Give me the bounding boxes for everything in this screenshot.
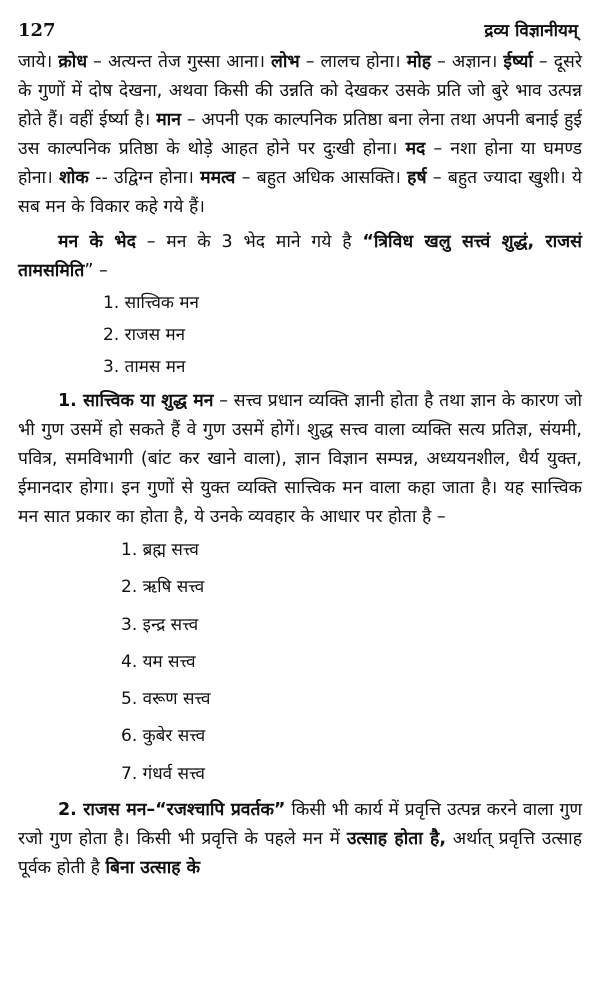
term-moh: मोह [406, 52, 432, 72]
term-man-bhed: मन के भेद [58, 232, 136, 252]
definition-irshya: – दूसरे के गुणों में दोष देखना, अथवा किसी की उन्नति को देखकर उसके प्रति जो बुरे भाव उत्पन्न होते हैं। वहीं ईर्ष्या है। [18, 52, 583, 130]
definition-maan: – अपनी एक काल्पनिक प्रतिष्ठा बना लेना तथा अपनी बनाई हुई उस काल्पनिक प्रतिष्ठा के थोड़े आहत होने पर दुःखी होना। [18, 110, 582, 159]
term-maan: मान [156, 110, 181, 130]
definition-shok: -- उद्विग्न होना। [88, 168, 201, 188]
definition-harsh: – बहुत ज्यादा खुशी। ये सब मन के विकार कहे गये हैं। [18, 168, 583, 217]
term-lobh: लोभ [271, 52, 300, 72]
saattvik-heading: 1. सात्त्विक या शुद्ध मन [58, 391, 214, 411]
page-number: 127 [18, 20, 56, 41]
raajas-heading: 2. राजस मन– [58, 800, 156, 821]
raajas-bold-2: बिना उत्साह के [105, 858, 201, 879]
man-bhed-quote: “त्रिविध खलु सत्त्वं शुद्धं, राजसं तामसमिति [18, 232, 582, 281]
list-item: 2. ऋषि सत्त्व [121, 577, 205, 598]
man-bhed-tail: ” – [84, 261, 108, 281]
list-item: 5. वरूण सत्त्व [121, 689, 211, 710]
term-mad: मद [405, 139, 426, 159]
list-item: 4. यम सत्त्व [121, 651, 196, 672]
raajas-bold-1: उत्साह होता है, [346, 829, 446, 850]
man-bhed-list [18, 288, 582, 382]
list-item: 3. तामस मन [103, 357, 186, 377]
raajas-text-2: अर्थात् प्रवृत्ति उत्साह पूर्वक होती है [18, 829, 582, 879]
term-harsh: हर्ष [407, 168, 427, 188]
term-shok: शोक [58, 168, 89, 188]
list-item: 1. सात्त्विक मन [103, 293, 199, 313]
term-krodh: क्रोध [58, 52, 88, 72]
man-bhed-paragraph [18, 228, 582, 286]
raajas-text-1: किसी भी कार्य में प्रवृत्ति उत्पन्न करने वाला गुण रजो गुण होता है। किसी भी प्रवृत्ति के पहले मन में [18, 800, 582, 850]
raajas-quote: “रजश्चापि प्रवर्तक” [155, 800, 286, 821]
list-item: 2. राजस मन [103, 325, 186, 345]
term-mamatv: ममत्व [200, 168, 236, 188]
saattvik-types-list [18, 532, 582, 793]
definition-krodh: – अत्यन्त तेज गुस्सा आना। [87, 52, 272, 72]
saattvik-text: – सत्त्व प्रधान व्यक्ति ज्ञानी होता है तथा ज्ञान के कारण जो भी गुण उसमें हो सकते हैं वे गुण उसमें होगें। शुद्ध सत्त्व वाला व्यक्ति सत्य प्रतिज्ञ, संयमी, पवित्र, समविभागी (बांट कर खाने वाला), ज्ञान विज्ञान सम्पन्न, अध्ययनशील, धैर्य युक्त, ईमानदार होगा। इन गुणों से युक्त व्यक्ति सात्त्विक मन वाला कहा जाता है। यह सात्त्विक मन सात प्रकार का होता है, ये उनके व्यवहार के आधार पर होता है – [18, 391, 582, 527]
raajas-paragraph [18, 796, 582, 883]
definition-mad: – नशा होना या घमण्ड होना। [18, 139, 583, 188]
list-item: 1. ब्रह्म सत्त्व [121, 540, 199, 560]
term-irshya: ईर्ष्या [503, 52, 533, 72]
definition-lobh: – लालच होना। [299, 52, 407, 72]
list-item: 6. कुबेर सत्त्व [121, 726, 206, 747]
running-title: द्रव्य विज्ञानीयम् [484, 21, 578, 41]
list-item: 3. इन्द्र सत्त्व [121, 614, 199, 635]
page-header [18, 18, 582, 48]
man-bhed-text: – मन के 3 भेद माने गये है [135, 232, 363, 252]
vikaar-definitions-paragraph [18, 48, 582, 222]
paragraph-start: जाये। [18, 52, 59, 72]
list-item: 7. गंधर्व सत्त्व [121, 763, 206, 784]
saattvik-paragraph [18, 387, 582, 532]
definition-moh: – अज्ञान। [431, 52, 504, 72]
definition-mamatv: – बहुत अधिक आसक्ति। [235, 168, 408, 188]
